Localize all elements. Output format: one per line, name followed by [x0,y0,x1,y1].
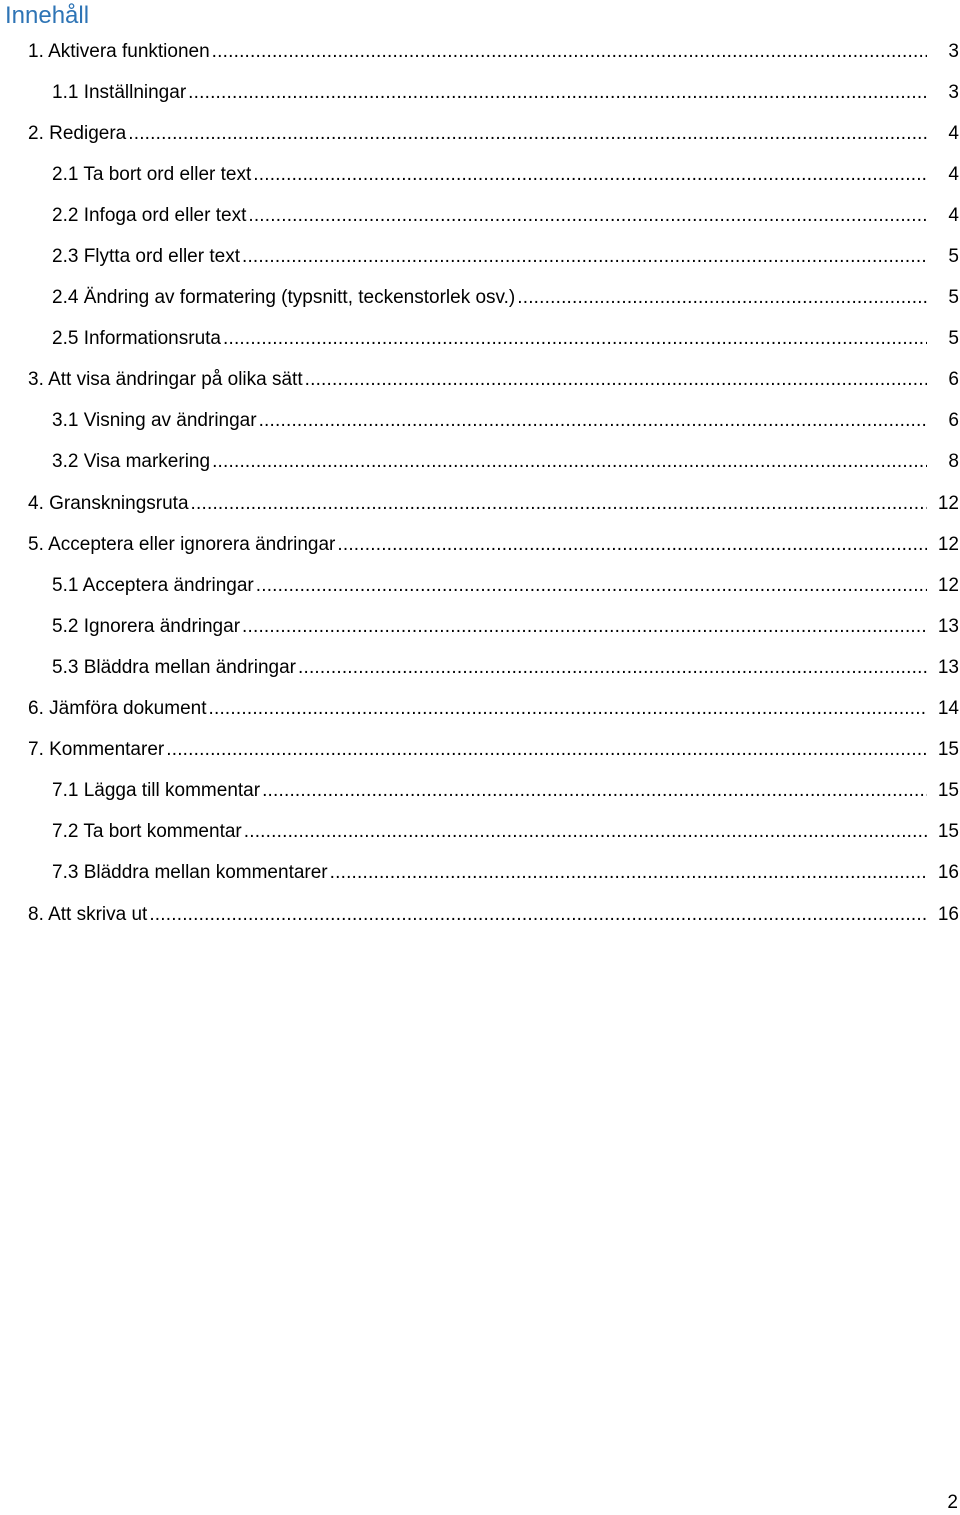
toc-dot-leader [253,163,927,187]
toc-entry-page: 4 [948,163,959,185]
toc-entry-label: 7.2 Ta bort kommentar [52,821,242,843]
toc-entry-label: 3. Att visa ändringar på olika sätt [28,369,303,391]
toc-entry[interactable] [0,278,960,319]
toc-entry-label: 7.3 Bläddra mellan kommentarer [52,862,328,884]
toc-entry-page: 12 [937,533,959,555]
toc-entry-page: 13 [937,615,959,637]
toc-dot-leader [330,861,927,885]
toc-dot-leader [248,204,927,228]
toc-entry-page: 5 [948,287,959,309]
toc-entry-page: 3 [948,40,959,62]
toc-dot-leader [298,656,927,680]
toc-entry-page: 5 [948,328,959,350]
toc-dot-leader [337,533,927,557]
toc-dot-leader [262,779,927,803]
toc-entry-label: 2.3 Flytta ord eller text [52,246,240,268]
toc-entry[interactable] [0,730,960,771]
toc-dot-leader [259,409,927,433]
toc-entry[interactable] [0,72,960,113]
toc-entry[interactable] [0,236,960,277]
toc-entry-page: 12 [937,492,959,514]
toc-dot-leader [256,574,927,598]
toc-entry-label: 3.1 Visning av ändringar [52,410,257,432]
toc-entry-page: 14 [937,698,959,720]
toc-dot-leader [305,368,927,392]
page-number: 2 [947,1492,958,1513]
toc-dot-leader [223,327,927,351]
toc-entry[interactable] [0,853,960,894]
toc-entry-label: 6. Jämföra dokument [28,698,207,720]
toc-dot-leader [188,81,927,105]
toc-entry-page: 4 [948,122,959,144]
toc-dot-leader [242,245,927,269]
toc-entry-page: 6 [948,369,959,391]
toc-entry-label: 5.2 Ignorera ändringar [52,615,241,637]
toc-dot-leader [244,820,927,844]
toc-entry-page: 5 [948,246,959,268]
toc-entry[interactable] [0,647,960,688]
toc-entry-label: 2.2 Infoga ord eller text [52,204,247,226]
toc-dot-leader [212,450,927,474]
toc-list [0,31,960,935]
toc-entry-label: 5.3 Bläddra mellan ändringar [52,656,296,678]
toc-entry-page: 3 [948,81,959,103]
toc-dot-leader [208,697,927,721]
toc-entry-page: 12 [937,574,959,596]
toc-entry-label: 2.4 Ändring av formatering (typsnitt, teckenstorlek osv.) [52,287,516,309]
toc-dot-leader [517,286,927,310]
toc-entry-page: 16 [937,903,959,925]
toc-dot-leader [166,738,927,762]
toc-entry-page: 15 [937,780,959,802]
toc-entry[interactable] [0,360,960,401]
toc-entry-page: 4 [948,204,959,226]
toc-entry-label: 1. Aktivera funktionen [28,40,210,62]
toc-entry-label: 1.1 Inställningar [52,81,187,103]
toc-dot-leader [128,122,927,146]
toc-entry[interactable] [0,442,960,483]
toc-dot-leader [242,615,927,639]
toc-entry[interactable] [0,483,960,524]
toc-entry-label: 2. Redigera [28,122,127,144]
toc-entry[interactable] [0,31,960,72]
toc-heading: Innehåll [5,2,90,29]
toc-entry[interactable] [0,565,960,606]
toc-entry-label: 8. Att skriva ut [28,903,148,925]
toc-entry-label: 4. Granskningsruta [28,492,189,514]
toc-entry-label: 7.1 Lägga till kommentar [52,780,261,802]
toc-entry[interactable] [0,319,960,360]
toc-entry-page: 15 [937,739,959,761]
toc-dot-leader [149,903,927,927]
toc-entry-label: 3.2 Visa markering [52,451,211,473]
toc-entry[interactable] [0,771,960,812]
toc-entry[interactable] [0,812,960,853]
toc-entry[interactable] [0,606,960,647]
toc-entry[interactable] [0,154,960,195]
toc-entry[interactable] [0,894,960,935]
toc-entry-label: 2.1 Ta bort ord eller text [52,163,252,185]
toc-entry-page: 15 [937,821,959,843]
toc-entry-page: 8 [948,451,959,473]
toc-dot-leader [191,492,927,516]
toc-entry-page: 6 [948,410,959,432]
toc-entry[interactable] [0,401,960,442]
toc-entry-label: 7. Kommentarer [28,739,165,761]
toc-entry-label: 2.5 Informationsruta [52,328,221,350]
toc-entry[interactable] [0,195,960,236]
toc-entry-label: 5.1 Acceptera ändringar [52,574,254,596]
toc-dot-leader [212,40,927,64]
toc-entry[interactable] [0,524,960,565]
toc-entry-page: 13 [937,656,959,678]
toc-entry[interactable] [0,689,960,730]
toc-entry-label: 5. Acceptera eller ignorera ändringar [28,533,336,555]
toc-entry[interactable] [0,113,960,154]
toc-entry-page: 16 [937,862,959,884]
